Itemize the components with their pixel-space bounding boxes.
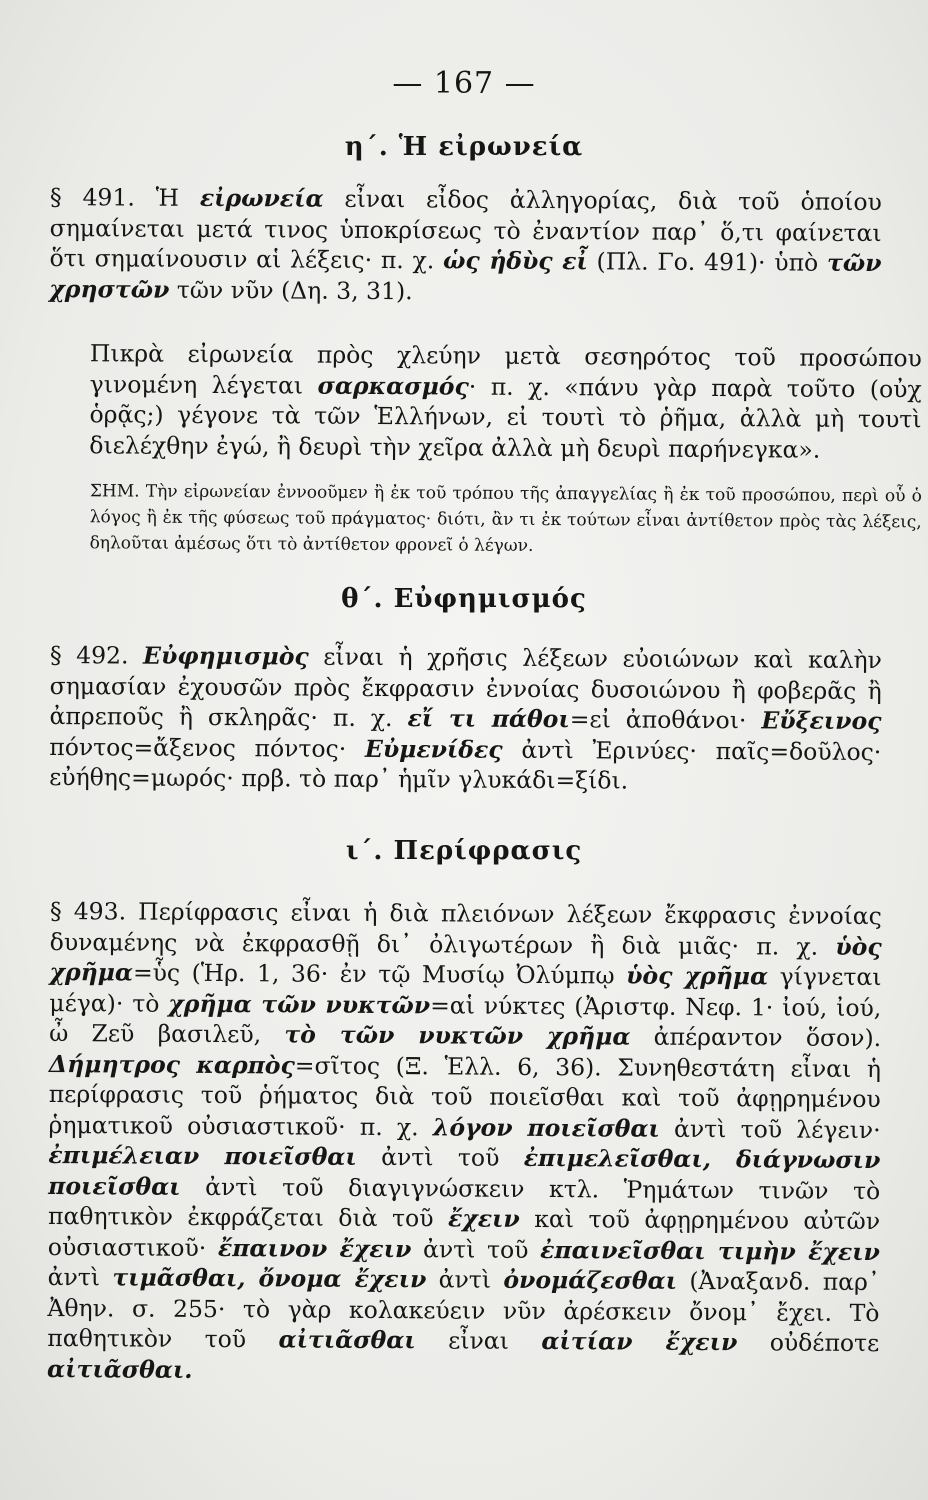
page-number: — 167 — — [392, 66, 536, 101]
text-run: εἶναι — [415, 1326, 542, 1356]
text-run: οὐδέποτε — [737, 1328, 880, 1358]
emphasized-term: ἔπαινον ἔχειν — [217, 1233, 412, 1263]
emphasized-term: τῶν χρηστῶν — [49, 248, 882, 304]
emphasized-term: τιμᾶσθαι, ὄνομα ἔχειν — [112, 1263, 427, 1294]
text-run: (Ἀναξανδ. παρ᾿ Ἀθην. σ. 255· τὸ γὰρ κολακεύειν νῦν ἀρέσκειν ὄνομ᾿ ἔχει. Τὸ παθητικὸν τοῦ — [47, 1266, 880, 1354]
text-run: § 491. Ἡ — [49, 182, 200, 212]
text-run: εἶναι εἶδος ἀλληγορίας, διὰ τοῦ ὁποίου σημαίνεται μετά τινος ὑποκρίσεως τὸ ἐναντίον παρ᾿ ὅ,τι φαίνεται ὅτι σημαίνουσιν αἱ λέξεις· π. χ. — [49, 184, 882, 275]
emphasized-term: τὸ τῶν νυκτῶν χρῆμα — [284, 1020, 631, 1051]
emphasized-term: λόγον ποιεῖσθαι — [432, 1112, 660, 1143]
text-run: § 493. Περίφρασις εἶναι ἡ διὰ πλειόνων λέξεων ἔκφρασις ἐννοίας δυναμένης νὰ ἐκφρασθῇ δι᾿ ὀλιγωτέρων ἢ διὰ μιᾶς· π. χ. — [49, 897, 882, 961]
emphasized-term: αἰτιᾶσθαι — [278, 1325, 416, 1355]
text-run: καὶ τοῦ ἀφῃρημένου αὐτῶν οὐσιαστικοῦ· — [47, 1204, 881, 1262]
emphasized-term: Εὔξεινος — [761, 706, 882, 736]
text-run: εἶναι ἡ χρῆσις λέξεων εὐοιώνων καὶ καλὴν σημασίαν ἐχουσῶν πρὸς ἔκφρασιν ἐννοίας δυσοιώνου ἢ φοβερᾶς ἢ ἀπρεποῦς ἢ σκληρᾶς· π. χ. — [49, 642, 882, 733]
text-run: ἀντὶ τοῦ διαγιγνώσκειν κτλ. Ῥημάτων τινῶν τὸ παθητικὸν ἐκφράζεται διὰ τοῦ — [47, 1172, 881, 1233]
paragraph-491 — [49, 182, 882, 309]
emphasized-term: αἰτίαν ἔχειν — [541, 1327, 738, 1357]
text-run: =ὗς (Ἡρ. 1, 36· ἐν τῷ Μυσίῳ Ὀλύμπῳ — [132, 958, 627, 990]
paragraph-sarcasm — [49, 338, 922, 465]
emphasized-term: Εὐφημισμὸς — [142, 641, 309, 671]
emphasized-term: Δήμητρος καρπὸς — [48, 1049, 295, 1079]
emphasized-term: Εὐμενίδες — [364, 734, 503, 764]
emphasized-term: εἴ τι πάθοι — [407, 704, 570, 734]
text-run: § 492. — [49, 641, 144, 670]
text-run: · π. χ. «πάνυ γὰρ παρὰ τοῦτο (οὐχ ὁρᾷς;) γέγονε τὰ τῶν Ἑλλήνων, εἰ τουτὶ τὸ ῥῆμα, ἀλλὰ μὴ τουτὶ διελέχθην ἐγώ, ἢ δευρὶ τὴν χεῖρα ἀλλὰ μὴ δευρὶ παρήνεγκα». — [89, 372, 922, 464]
emphasized-term: εἰρωνεία — [199, 183, 324, 213]
section-heading-periphrasis: ι΄. Περίφρασις — [345, 836, 583, 866]
emphasized-term: χρῆμα τῶν νυκτῶν — [168, 989, 431, 1019]
section-heading-euphemism: θ΄. Εὐφημισμός — [341, 584, 587, 614]
text-run: Πικρὰ εἰρωνεία πρὸς χλεύην μετὰ σεσηρότος τοῦ προσώπου γινομένη λέγεται — [89, 339, 922, 400]
text-run: ἀπέραντον ὅσον). — [630, 1022, 882, 1053]
emphasized-term: ἔχειν — [447, 1204, 520, 1233]
text-run: ἀντὶ Ἐρινύες· παῖς=δοῦλος· εὐήθης=μωρός· πρβ. τὸ παρ᾿ ἡμῖν γλυκάδι=ξίδι. — [49, 735, 882, 795]
text-run: ἀντὶ τοῦ — [356, 1142, 524, 1172]
text-run: =εἰ ἀποθάνοι· — [569, 705, 762, 735]
text-run: ἀντὶ τοῦ λέγειν· — [659, 1114, 881, 1144]
emphasized-term: αἰτιᾶσθαι. — [47, 1354, 193, 1384]
text-run: =σῖτος (Ξ. Ἑλλ. 6, 36). Συνηθεστάτη εἶναι ἡ περίφρασις τοῦ ῥήματος διὰ τοῦ ποιεῖσθαι καὶ τοῦ ἀφῃρημένου ῥηματικοῦ οὐσιαστικοῦ· π. χ. — [48, 1050, 882, 1141]
text-run: τῶν νῦν (Δη. 3, 31). — [169, 275, 413, 305]
emphasized-term: ὡς ἡδὺς εἶ — [442, 246, 588, 276]
paragraph-493 — [47, 896, 882, 1389]
paragraph-492 — [49, 640, 882, 798]
emphasized-term: ἐπαινεῖσθαι τιμὴν ἔχειν — [540, 1235, 880, 1266]
emphasized-term: σαρκασμός — [317, 371, 469, 401]
text-run: ἀντὶ — [426, 1265, 504, 1294]
text-run: ἀντὶ — [47, 1262, 113, 1292]
note-irony: ΣΗΜ. Τὴν εἰρωνείαν ἐννοοῦμεν ἢ ἐκ τοῦ τρόπου τῆς ἀπαγγελίας ἢ ἐκ τοῦ προσώπου, περὶ οὗ ὁ λόγος ἢ ἐκ τῆς φύσεως τοῦ πράγματος· διότι, ἂν τι ἐκ τούτων εἶναι ἀντίθετον πρὸς τὰς λέξεις, δηλοῦται ἀμέσως ὅτι τὸ ἀντίθετον φρονεῖ ὁ λέγων. — [89, 481, 922, 556]
emphasized-term: ἐπιμέλειαν ποιεῖσθαι — [48, 1140, 357, 1171]
emphasized-term: ὑὸς χρῆμα — [626, 961, 769, 991]
text-run: ἀντὶ τοῦ — [411, 1234, 541, 1264]
section-heading-irony: η΄. Ἡ εἰρωνεία — [344, 132, 584, 162]
emphasized-term: ὑὸς χρῆμα — [49, 932, 882, 987]
text-run: γίγνεται μέγα)· τὸ — [49, 962, 882, 1018]
text-run: πόντος=ἄξενος πόντος· — [49, 732, 366, 763]
emphasized-term: ὀνομάζεσθαι — [503, 1265, 678, 1295]
text-run: =αἱ νύκτες (Ἀριστφ. Νεφ. 1· ἰού, ἰού, ὦ Ζεῦ βασιλεῦ, — [49, 990, 882, 1049]
text-run: (Πλ. Γο. 491)· ὑπὸ — [587, 247, 828, 277]
emphasized-term: ἐπιμελεῖσθαι, διάγνωσιν ποιεῖσθαι — [48, 1143, 881, 1201]
